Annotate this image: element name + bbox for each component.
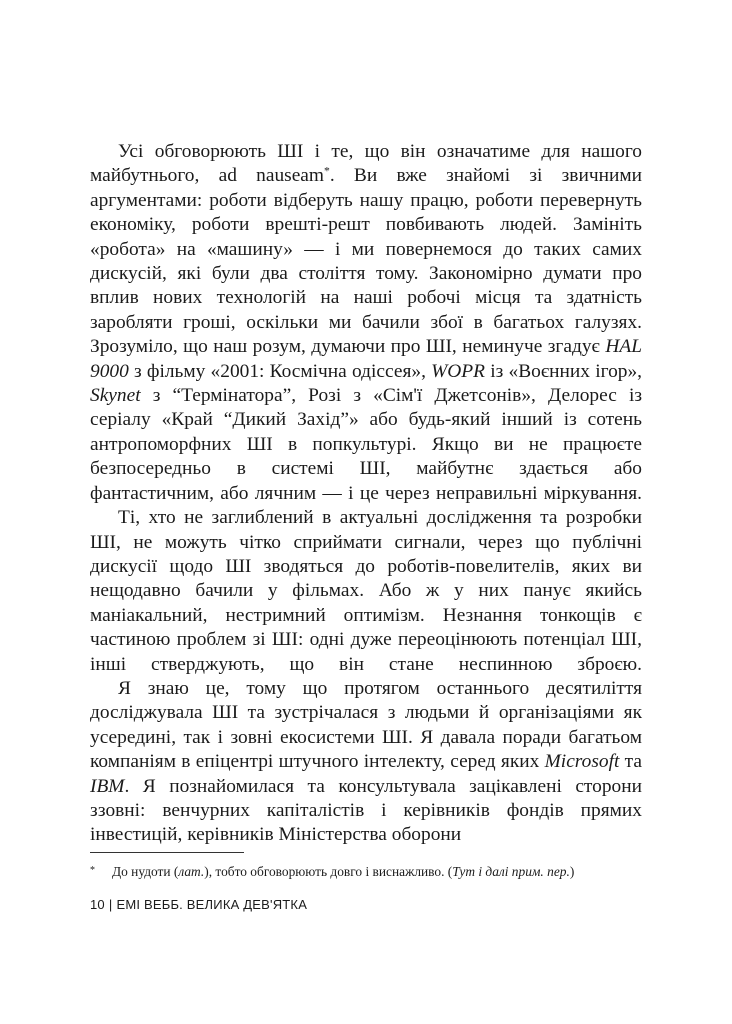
text-run: та <box>619 751 642 773</box>
footnote <box>90 862 650 881</box>
paragraph-3 <box>90 677 642 848</box>
italic-term: WOPR <box>431 360 486 382</box>
text-run: . Ви вже знайомі зі звичними аргументами: роботи відберуть нашу працю, роботи перевернуть економіку, роботи врешті-решт повбивають людей. Замініть «робота» на «машину» — і ми повернемося до таких самих дискусій, які були два століття тому. Закономірно думати про вплив нових технологій на наші робочі місця та здатність заробляти гроші, оскільки ми бачили збої в багатьох галузях. Зрозуміло, що наш розум, думаючи про ШІ, неминуче згадує <box>90 165 642 358</box>
italic-term: IBM <box>90 775 125 797</box>
footer-separator: | <box>108 897 113 912</box>
page-number: 10 <box>90 897 105 912</box>
running-footer <box>90 895 307 915</box>
paragraph-1 <box>90 140 642 506</box>
running-title: ЕМІ ВЕББ. ВЕЛИКА ДЕВ'ЯТКА <box>116 897 308 912</box>
italic-term: Skynet <box>90 385 141 407</box>
text-run: Усі обговорюють ШІ і те, що він означатиме для нашого майбутнього, ad nauseam <box>90 141 642 187</box>
text-run: з фільму «2001: Космічна одіссея», <box>128 360 432 382</box>
paragraph-2 <box>90 506 642 677</box>
footnote-mark: * <box>90 865 95 876</box>
footnote-reference-mark: * <box>324 165 330 179</box>
footnote-text-2: ), тобто обговорюють довго і виснажливо. ( <box>204 864 453 879</box>
text-run: Ті, хто не заглиблений в актуальні дослідження та розробки ШІ, не можуть чітко сприймати сигнали, через що публічні дискусії щодо ШІ зводяться до роботів-повелителів, яких ви нещодавно бачили у фільмах. Або ж у них панує якийсь маніакальний, нестримний оптимізм. Незнання тонкощів є частиною проблем зі ШІ: одні дуже переоцінюють потенціал ШІ, інші стверджують, що він стане неспинною зброєю. <box>90 507 642 675</box>
text-run: . Я познайомилася та консультувала зацікавлені сторони ззовні: венчурних капіталістів і керівників фондів прямих інвестицій, керівників Міністерства оборони <box>90 775 642 846</box>
italic-term: Microsoft <box>544 751 620 773</box>
body-text <box>90 140 642 848</box>
italic-term: HAL 9000 <box>90 336 642 382</box>
text-run: з “Термінатора”, Розі з «Сім'ї Джетсонів», Делорес із серіалу «Край “Дикий Захід”» або будь-який інший із сотень антропоморфних ШІ в попкультурі. Якщо ви не працюєте безпосередньо в системі ШІ, майбутнє здається або фантастичним, або лячним — і це через неправильні міркування. <box>90 385 642 504</box>
text-run: Я знаю це, тому що протягом останнього десятиліття досліджувала ШІ та зустрічалася з людьми й організаціями як усередині, так і зовні екосистеми ШІ. Я давала поради багатьом компаніям в епіцентрі штучного інтелекту, серед яких <box>90 677 642 773</box>
footnote-translator-note: Тут і далі прим. пер. <box>452 864 570 879</box>
footnote-close: ) <box>569 864 575 879</box>
text-run: із «Воєнних ігор», <box>485 360 642 382</box>
footnote-lat: лат. <box>178 864 205 879</box>
footnote-divider <box>90 852 244 853</box>
footnote-text: До нудоти ( <box>112 864 179 879</box>
